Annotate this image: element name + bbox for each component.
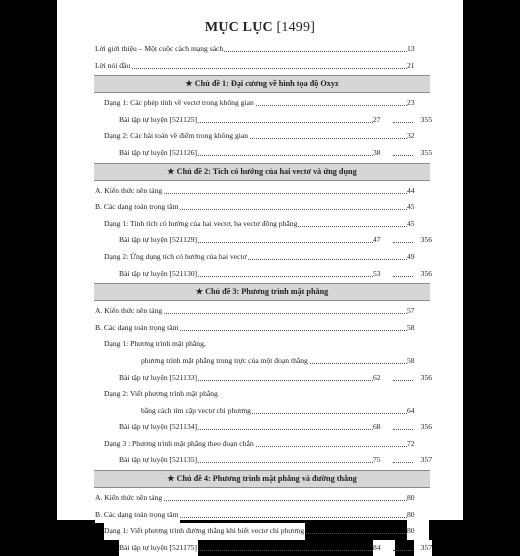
- answer-page-number: 355: [414, 145, 432, 162]
- entry-title: Dạng 3 : Phương trình mặt phẳng theo đoạn chắn: [104, 436, 255, 453]
- toc-entry[interactable]: [95, 216, 429, 233]
- page-number: 75: [373, 452, 395, 469]
- entry-title: Dạng 1: Phương trình mặt phẳng,: [104, 336, 207, 353]
- page-number: 49: [407, 249, 429, 266]
- title-code: [1499]: [276, 20, 316, 35]
- answer-page-number: 356: [414, 266, 432, 283]
- leader-dots: [393, 429, 415, 430]
- page-number: 53: [373, 266, 395, 283]
- toc-entry[interactable]: [95, 145, 432, 162]
- toc-entry[interactable]: [95, 353, 429, 370]
- chapter-heading[interactable]: ★ Chủ đề 2: Tích có hướng của hai vectơ và ứng dụng: [94, 163, 430, 181]
- page-number: 21: [407, 58, 429, 75]
- page-number: 45: [407, 199, 429, 216]
- page-number: 13: [407, 41, 429, 58]
- page-number: 64: [407, 403, 429, 420]
- toc-entry[interactable]: [95, 199, 429, 216]
- entry-title: B. Các dạng toán trọng tâm: [95, 320, 180, 337]
- page-number: 72: [407, 436, 429, 453]
- entry-title: Dạng 2: Các bài toán về điểm trong không gian: [104, 128, 249, 145]
- answer-page-number: 356: [414, 419, 432, 436]
- toc-entry[interactable]: [95, 303, 429, 320]
- page-number: 68: [373, 419, 395, 436]
- toc-entry[interactable]: [95, 370, 432, 387]
- entry-title: Lời nói đầu: [95, 58, 131, 75]
- toc-entry[interactable]: [95, 58, 429, 75]
- toc-entry[interactable]: [95, 452, 432, 469]
- chapter-heading[interactable]: ★ Chủ đề 3: Phương trình mặt phẳng: [94, 283, 430, 301]
- entry-title: A. Kiến thức nền tảng: [95, 183, 163, 200]
- entry-title: Dạng 1: Viết phương trình đường thẳng khi biết vectơ chỉ phương: [104, 523, 305, 540]
- entry-title: Bài tập tự luyện [521175]: [119, 540, 198, 556]
- page-number: 32: [407, 128, 429, 145]
- page-number: 58: [407, 353, 429, 370]
- leader-dots: [95, 68, 409, 69]
- entry-title: Dạng 2: Viết phương trình mặt phẳng: [104, 386, 219, 403]
- page-number: 38: [373, 145, 395, 162]
- entry-title: bằng cách tìm cặp vectơ chỉ phương: [141, 403, 252, 420]
- entry-title: Bài tập tự luyện [521126]: [119, 145, 198, 162]
- entry-title: Bài tập tự luyện [521129]: [119, 232, 198, 249]
- page-number: 27: [373, 112, 395, 129]
- toc-entry[interactable]: [95, 183, 429, 200]
- toc-entry[interactable]: [95, 540, 432, 556]
- leader-dots: [393, 380, 415, 381]
- answer-page-number: 357: [414, 452, 432, 469]
- toc-entry[interactable]: [95, 419, 432, 436]
- answer-page-number: 356: [414, 232, 432, 249]
- entry-title: A. Kiến thức nền tảng: [95, 490, 163, 507]
- page-number: 45: [407, 216, 429, 233]
- toc-entry[interactable]: [95, 507, 429, 524]
- toc-entry[interactable]: [95, 490, 429, 507]
- page-number: 80: [407, 507, 429, 524]
- chapter-heading[interactable]: ★ Chủ đề 4: Phương trình mặt phẳng và đường thẳng: [94, 470, 430, 488]
- entry-title: Lời giới thiệu – Một cuộc cách mạng sách: [95, 41, 224, 58]
- toc-entry[interactable]: [95, 403, 429, 420]
- entry-title: Bài tập tự luyện [521130]: [119, 266, 198, 283]
- page-number: 84: [373, 540, 395, 556]
- page-number: 44: [407, 183, 429, 200]
- entry-title: Dạng 1: Các phép tính về vectơ trong không gian: [104, 95, 255, 112]
- page-number: 23: [407, 95, 429, 112]
- toc-entry[interactable]: [95, 249, 429, 266]
- page-number: 80: [407, 523, 429, 540]
- toc-entry[interactable]: [95, 320, 429, 337]
- entry-title: Bài tập tự luyện [521125]: [119, 112, 198, 129]
- leader-dots: [393, 242, 415, 243]
- entry-title: Bài tập tự luyện [521134]: [119, 419, 198, 436]
- page-number: 58: [407, 320, 429, 337]
- entry-title: Bài tập tự luyện [521135]: [119, 452, 198, 469]
- page-title: [57, 20, 463, 36]
- toc-entry[interactable]: [95, 523, 429, 540]
- toc-entry[interactable]: [95, 436, 429, 453]
- entry-title: Dạng 2: Ứng dụng tích có hướng của hai vectơ: [104, 249, 248, 266]
- leader-dots: [393, 462, 415, 463]
- toc-entry[interactable]: [95, 232, 432, 249]
- leader-dots: [393, 155, 415, 156]
- entry-title: Dạng 1: Tính tích có hướng của hai vectơ, ba vectơ đồng phẳng: [104, 216, 298, 233]
- toc-entry[interactable]: [95, 336, 429, 353]
- toc-entry[interactable]: [95, 41, 429, 58]
- chapter-heading[interactable]: ★ Chủ đề 1: Đại cương về hình tọa độ Oxyz: [94, 75, 430, 93]
- answer-page-number: 357: [414, 540, 432, 556]
- page-number: 57: [407, 303, 429, 320]
- table-of-contents: [95, 41, 432, 556]
- leader-dots: [393, 276, 415, 277]
- answer-page-number: 355: [414, 112, 432, 129]
- entry-title: B. Các dạng toán trọng tâm: [95, 507, 180, 524]
- toc-entry[interactable]: [95, 128, 429, 145]
- entry-title: phương trình mặt phẳng trung trực của một đoạn thẳng: [141, 353, 309, 370]
- page-number: 62: [373, 370, 395, 387]
- entry-title: Bài tập tự luyện [521133]: [119, 370, 198, 387]
- page-number: 47: [373, 232, 395, 249]
- leader-dots: [393, 122, 415, 123]
- entry-title: B. Các dạng toán trọng tâm: [95, 199, 180, 216]
- toc-entry[interactable]: [95, 386, 429, 403]
- title-text: MỤC LỤC: [204, 20, 273, 35]
- toc-entry[interactable]: [95, 95, 429, 112]
- book-page: [57, 0, 463, 552]
- answer-page-number: 356: [414, 370, 432, 387]
- entry-title: A. Kiến thức nền tảng: [95, 303, 163, 320]
- leader-dots: [393, 550, 415, 551]
- toc-entry[interactable]: [95, 266, 432, 283]
- toc-entry[interactable]: [95, 112, 432, 129]
- page-number: 80: [407, 490, 429, 507]
